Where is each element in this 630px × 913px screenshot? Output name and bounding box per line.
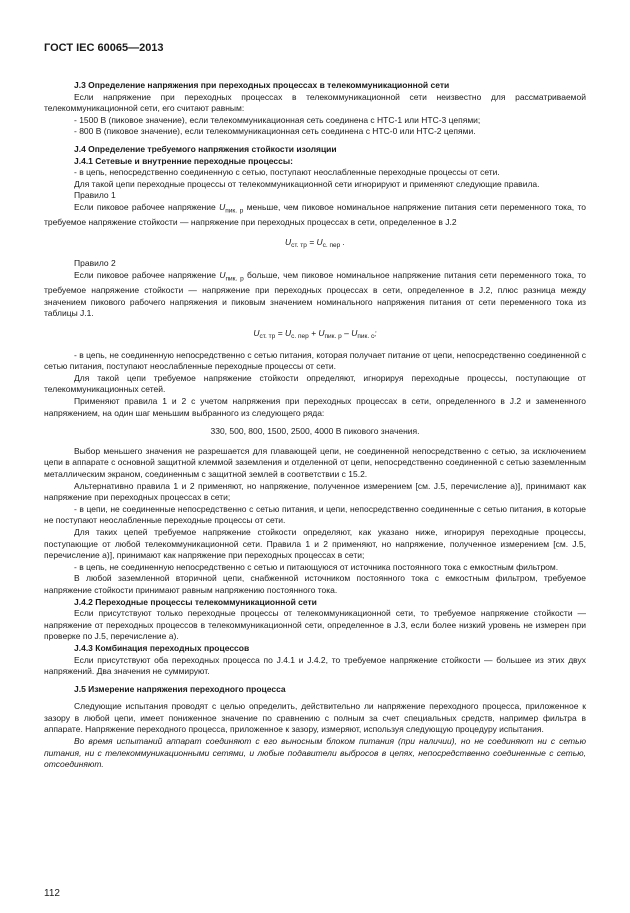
- section-j5-title: J.5 Измерение напряжения переходного процесса: [74, 683, 286, 694]
- list-item: - в цепь, не соединенную непосредственно с сетью питания, которая получает питание от цепи, непосредственно соединенной с сетью питания, поступают неослабленные переходные процессы от сети.: [44, 349, 586, 372]
- paragraph: Для такой цепи требуемое напряжение стойкости определяют, игнорируя переходные процессы, поступающие от телекоммуникационных сетей.: [44, 372, 586, 395]
- list-item: - 800 В (пиковое значение), если телекоммуникационная сеть соединена с НТС-0 или НТС-2 цепями.: [74, 126, 476, 137]
- page-number: 112: [44, 888, 60, 899]
- list-item: - 1500 В (пиковое значение), если телекоммуникационная сеть соединена с НТС-1 или НТС-3 цепями;: [74, 114, 481, 125]
- standard-header: ГОСТ IEC 60065—2013: [44, 42, 164, 54]
- rule-1-text: Если пиковое рабочее напряжение $U_{пик. р}$ меньше, чем пиковое номинальное напряжение питания сети переменного тока, то требуемое напряжение стойкости — напряжение при переходных процессах в сети, определенное в J.2: [44, 201, 586, 228]
- document-page: [44, 42, 586, 771]
- section-j3-title: J.3 Определение напряжения при переходных процессах в телекоммуникационной сети: [74, 80, 450, 90]
- list-item: - в цепи, не соединенные непосредственно с сетью питания, и цепи, непосредственно соединенные с сетью питания, в которые не поступают неослабленные переходные процессы от сети.: [44, 503, 586, 526]
- paragraph: Альтернативно правила 1 и 2 применяют, но напряжение, полученное измерением [см. J.5, перечисление а)], принимают как напряжение при переходных процессах в сети;: [44, 480, 586, 503]
- paragraph: Для такой цепи переходные процессы от телекоммуникационной сети игнорируют и применяют следующие правила.: [74, 178, 540, 189]
- paragraph: Для таких цепей требуемое напряжение стойкости определяют, как указано ниже, игнорируя переходные процессы, поступающие от любой телекоммуникационной сети. Правила 1 и 2 применяют, но напряжение, полученное измерением [см. J.5, перечисление а)], принимают как напряжение при переходных процессах в сети;: [44, 526, 586, 561]
- formula-1: $U_{ст. тр} = U_{с. пер}$ .: [284, 236, 346, 249]
- formula-2: $U_{ст. тр} = U_{с. пер} + U_{пик. р} - U_{пик. с}$;: [253, 328, 377, 341]
- rule-2-text: Если пиковое рабочее напряжение $U_{пик. р}$ больше, чем пиковое номинальное напряжение питания сети переменного тока, то требуемое напряжение стойкости — напряжение при переходных процессах в сети, определенное в J.2, плюс разница между значением пикового рабочего напряжения и пиковым значением номинального напряжения питания от сети переменного тока из таблицы J.1.: [44, 270, 586, 319]
- voltage-series: 330, 500, 800, 1500, 2500, 4000 В пикового значения.: [210, 426, 420, 437]
- rule-1-title: Правило 1: [74, 190, 116, 201]
- paragraph: Если напряжение при переходных процессах в телекоммуникационной сети неизвестно для рассматриваемой телекоммуникационной сети, его считают равным:: [44, 91, 586, 114]
- rule-2-title: Правило 2: [74, 258, 116, 269]
- section-j4-title: J.4 Определение требуемого напряжения стойкости изоляции: [74, 143, 337, 154]
- section-j42-title: J.4.2 Переходные процессы телекоммуникационной сети: [74, 596, 317, 607]
- section-j43-title: J.4.3 Комбинация переходных процессов: [74, 642, 250, 653]
- paragraph: Выбор меньшего значения не разрешается для плавающей цепи, не соединенной непосредственно с сетью, за исключением цепи в аппарате с основной защитной клеммой заземления и отделенной от цепи, непосредственно соединенной с сетью заземленным металлическим экраном, соединенным с защитной землей в соответствии с 15.2.: [44, 445, 586, 479]
- paragraph-italic: Во время испытаний аппарат соединяют с его выносным блоком питания (при наличии), но не соединяют ни с сетью питания, ни с телекоммуникационными сетями, и любые подавители выбросов в цепях, непосредственно соединенные с сетью, отсоединяют.: [44, 736, 586, 770]
- list-item: - в цепь, не соединенную непосредственно с сетью и питающуюся от источника постоянного тока с емкостным фильтром.: [74, 561, 559, 572]
- paragraph: Если присутствуют оба переходных процесса по J.4.1 и J.4.2, то требуемое напряжение стойкости — большее из этих двух напряжений. Два значения не суммируют.: [44, 654, 586, 677]
- paragraph: Если присутствуют только переходные процессы от телекоммуникационной сети, то требуемое напряжение стойкости — напряжение от переходных процессов в телекоммуникационной сети, определенное в J.3, если более низкий уровень не измерен при проверке по J.5, перечисление а).: [44, 608, 586, 642]
- section-j41-title: J.4.1 Сетевые и внутренние переходные процессы:: [74, 155, 293, 166]
- paragraph: Следующие испытания проводят с целью определить, действительно ли напряжение переходного процесса, приложенное к зазору в любой цепи, имеет пониженное значение по сравнению с полным за счет специальных средств, например фильтра в аппарате. Напряжение переходного процесса, приложенное к зазору, измеряют, используя следующую процедуру испытания.: [44, 701, 586, 735]
- paragraph: В любой заземленной вторичной цепи, снабженной источником постоянного тока с емкостным фильтром, требуемое напряжение стойкости принимают равным напряжению постоянного тока.: [44, 573, 586, 595]
- list-item: - в цепь, непосредственно соединенную с сетью, поступают неослабленные переходные процессы от сети.: [74, 167, 500, 178]
- paragraph: Применяют правила 1 и 2 с учетом напряжения при переходных процессах в сети, определенного в J.2 и замененного напряжением, на один шаг меньшим выбранного из следующего ряда:: [44, 396, 586, 418]
